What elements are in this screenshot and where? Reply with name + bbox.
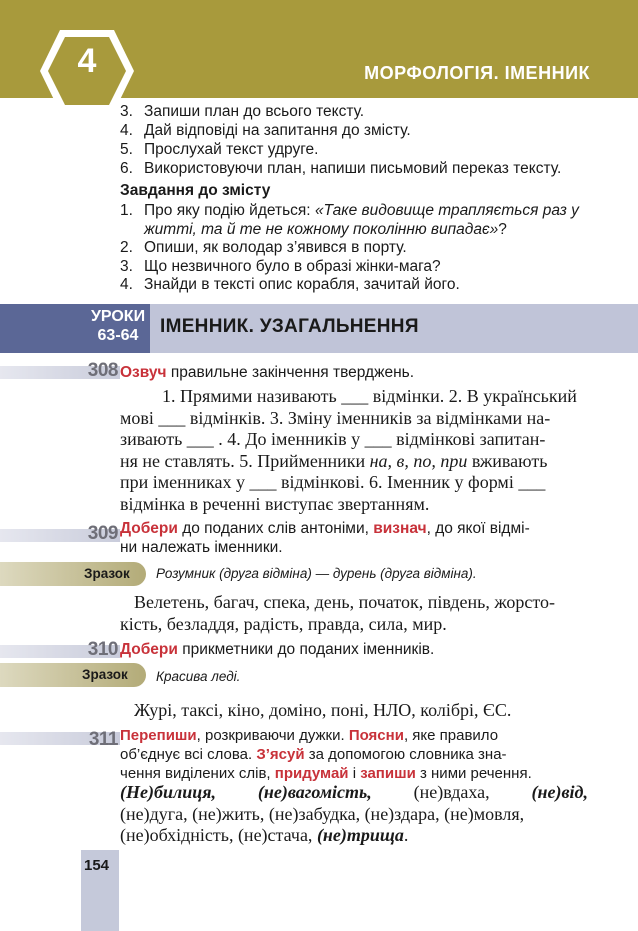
exercise-instruction: Добери прикметники до поданих іменників. xyxy=(120,641,435,658)
lesson-label: УРОКИ 63-64 xyxy=(90,308,146,344)
exercise-words: (Не)билиця, (не)вагомість, (не)вдаха, (не)від, (не)дуга, (не)жить, (не)забудка, (не)здара, (не)мовля, (не)обхідність, (не)стача, (не)трища. xyxy=(120,782,588,845)
example-text: Красива леді. xyxy=(156,669,241,684)
chapter-title: МОРФОЛОГІЯ. ІМЕННИК xyxy=(364,63,590,83)
example-label: Зразок xyxy=(82,667,128,682)
page-number: 154 xyxy=(84,857,110,874)
example-label: Зразок xyxy=(84,566,130,581)
exercise-number: 310 xyxy=(87,639,118,660)
content-tasks-heading: Завдання до змісту xyxy=(120,182,271,199)
exercise-instruction: Озвуч правильне закінчення тверджень. xyxy=(120,364,415,381)
exercise-number: 309 xyxy=(87,523,118,544)
exercise-number: 308 xyxy=(87,360,118,381)
exercise-instruction: Перепиши, розкриваючи дужки. Поясни, яке правило об’єднує всі слова. З’ясуй за допомогою словника зна- чення виділених слів, придумай і запиши з ними речення. xyxy=(120,727,532,782)
chapter-number: 4 xyxy=(77,42,97,80)
exercise-instruction: Добери до поданих слів антоніми, визнач, до якої відмі- ни належать іменники. xyxy=(120,520,530,556)
lesson-title: ІМЕННИК. УЗАГАЛЬНЕННЯ xyxy=(160,316,419,337)
exercise-number: 311 xyxy=(88,729,118,750)
exercise-words: Журі, таксі, кіно, доміно, поні, НЛО, колібрі, ЄС. xyxy=(134,700,512,720)
exercise-text: 1. Прямими називають ___ відмінки. 2. В український мові ___ відмінків. 3. Зміну іменників за відмінками на- зивають ___ . 4. До іменників у ___ відмінкові запитан- ня не ставлять. 5. Прийменники на, в, по, при вживають при іменниках у ___ відмінкові. 6. Іменник у формі ___ відмінка в реченні виступає звертанням. xyxy=(120,386,577,514)
exercise-words: Велетень, багач, спека, день, початок, південь, жорсто- кість, безладдя, радість, правда, сила, мир. xyxy=(120,592,555,634)
example-text: Розумник (друга відміна) — дурень (друга відміна). xyxy=(156,566,477,581)
